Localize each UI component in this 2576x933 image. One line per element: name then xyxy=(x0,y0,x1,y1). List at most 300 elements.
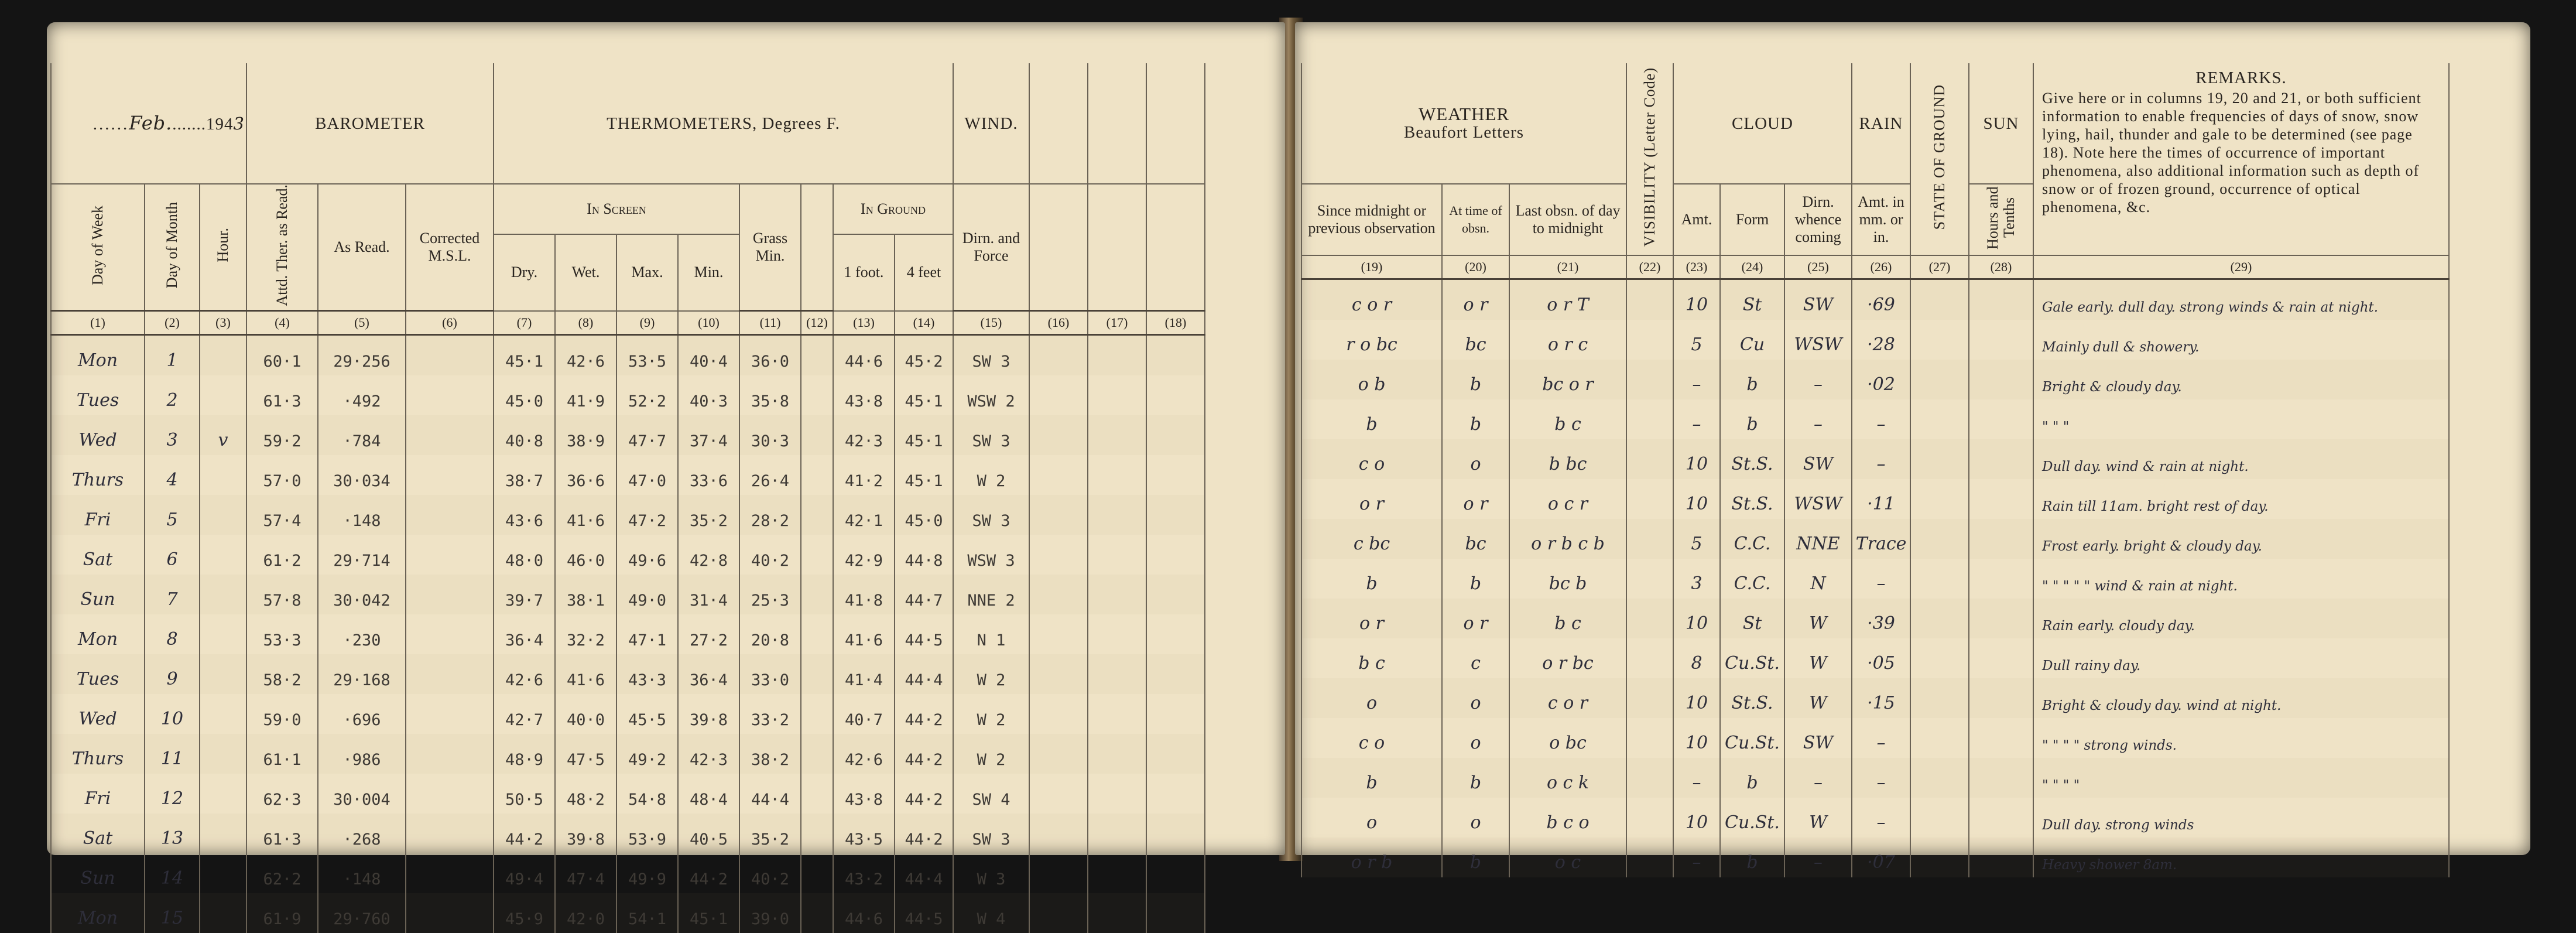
visibility-cell xyxy=(1626,320,1673,360)
day-of-month-cell: 11 xyxy=(145,734,200,774)
remark-cell: Bright & cloudy day. wind at night. xyxy=(2033,678,2449,718)
corrected-cell xyxy=(406,853,494,893)
remark-cell: " " " " " wind & rain at night. xyxy=(2033,559,2449,599)
weather-last-cell: b c xyxy=(1509,599,1626,638)
ground-4ft-cell: 45·1 xyxy=(895,375,953,415)
column-number: (22) xyxy=(1626,255,1673,279)
right-page xyxy=(1295,22,2530,873)
day-of-week-cell: Fri xyxy=(51,495,145,535)
remark-cell: " " " " xyxy=(2033,758,2449,798)
blank-cell xyxy=(801,734,833,774)
cloud-dirn-header: Dirn. whence coming xyxy=(1784,184,1852,255)
wind-cell: SW 4 xyxy=(953,774,1029,814)
wet-header: Wet. xyxy=(555,234,616,311)
grass-min-cell: 25·3 xyxy=(739,575,801,614)
wind-cell: SW 3 xyxy=(953,415,1029,455)
hour-cell xyxy=(200,893,246,933)
blank-cell xyxy=(1088,575,1146,614)
wind-cell: W 2 xyxy=(953,455,1029,495)
month-label: Feb. xyxy=(129,111,173,134)
in-ground-header: In Ground xyxy=(833,184,953,234)
cloud-amt-cell: – xyxy=(1673,838,1720,877)
table-row xyxy=(1301,399,2449,439)
barometer-cell: ·784 xyxy=(318,415,406,455)
attd-ther-cell: 58·2 xyxy=(246,654,318,694)
day-of-week-cell: Mon xyxy=(51,614,145,654)
weather-header: WEATHER Beaufort Letters xyxy=(1301,63,1626,184)
table-row xyxy=(51,893,1205,933)
dirn-force-header: Dirn. and Force xyxy=(953,184,1029,311)
dry-cell: 42·7 xyxy=(494,694,555,734)
hour-cell: v xyxy=(200,415,246,455)
ground-1ft-cell: 43·8 xyxy=(833,774,895,814)
column-number: (3) xyxy=(200,311,246,335)
attd-ther-cell: 59·2 xyxy=(246,415,318,455)
ground-1ft-cell: 41·2 xyxy=(833,455,895,495)
sun-cell xyxy=(1969,519,2033,559)
weather-last-cell: o r T xyxy=(1509,279,1626,320)
weather-since-cell: r o bc xyxy=(1301,320,1442,360)
dry-cell: 45·0 xyxy=(494,375,555,415)
visibility-cell xyxy=(1626,678,1673,718)
remark-cell: Gale early. dull day. strong winds & rain at night. xyxy=(2033,279,2449,320)
table-row xyxy=(1301,360,2449,399)
cloud-dirn-cell: W xyxy=(1784,638,1852,678)
column-numbers-left xyxy=(51,311,1205,335)
min-cell: 37·4 xyxy=(678,415,739,455)
ground-1ft-cell: 41·6 xyxy=(833,614,895,654)
cloud-amt-cell: 10 xyxy=(1673,479,1720,519)
cloud-dirn-cell: – xyxy=(1784,758,1852,798)
blank-cell xyxy=(1146,694,1205,734)
min-cell: 45·1 xyxy=(678,893,739,933)
hour-cell xyxy=(200,535,246,575)
barometer-cell: 30·034 xyxy=(318,455,406,495)
wind-cell: W 2 xyxy=(953,654,1029,694)
cloud-form-cell: Cu.St. xyxy=(1720,798,1784,838)
day-of-week-cell: Sat xyxy=(51,535,145,575)
cloud-form-cell: b xyxy=(1720,360,1784,399)
ground-1ft-cell: 42·3 xyxy=(833,415,895,455)
table-row xyxy=(1301,519,2449,559)
barometer-cell: 29·168 xyxy=(318,654,406,694)
cloud-dirn-cell: W xyxy=(1784,599,1852,638)
column-numbers-right xyxy=(1301,255,2449,279)
ground-4ft-cell: 44·7 xyxy=(895,575,953,614)
sun-cell xyxy=(1969,638,2033,678)
day-of-month-cell: 8 xyxy=(145,614,200,654)
ground-state-cell xyxy=(1910,678,1969,718)
grass-min-cell: 35·8 xyxy=(739,375,801,415)
min-cell: 31·4 xyxy=(678,575,739,614)
day-of-month-cell: 9 xyxy=(145,654,200,694)
ground-4ft-cell: 44·2 xyxy=(895,814,953,853)
ground-1ft-cell: 41·4 xyxy=(833,654,895,694)
cloud-dirn-cell: – xyxy=(1784,360,1852,399)
cloud-amt-cell: 5 xyxy=(1673,519,1720,559)
attd-ther-cell: 62·3 xyxy=(246,774,318,814)
column-number: (21) xyxy=(1509,255,1626,279)
rain-cell: ·05 xyxy=(1852,638,1910,678)
weather-last-cell: bc b xyxy=(1509,559,1626,599)
cloud-dirn-cell: NNE xyxy=(1784,519,1852,559)
cloud-amt-cell: 10 xyxy=(1673,718,1720,758)
remark-cell: Frost early. bright & cloudy day. xyxy=(2033,519,2449,559)
max-cell: 47·7 xyxy=(616,415,678,455)
column-number: (16) xyxy=(1029,311,1088,335)
rain-cell: ·11 xyxy=(1852,479,1910,519)
ground-1ft-cell: 44·6 xyxy=(833,893,895,933)
grass-min-cell: 26·4 xyxy=(739,455,801,495)
wet-cell: 38·1 xyxy=(555,575,616,614)
day-of-week-cell: Fri xyxy=(51,774,145,814)
table-row xyxy=(1301,320,2449,360)
attd-ther-cell: 61·3 xyxy=(246,814,318,853)
attd-ther-cell: 57·4 xyxy=(246,495,318,535)
min-cell: 40·5 xyxy=(678,814,739,853)
state-of-ground-header: STATE OF GROUND xyxy=(1910,63,1969,255)
ground-state-cell xyxy=(1910,399,1969,439)
corrected-cell xyxy=(406,535,494,575)
cloud-dirn-cell: – xyxy=(1784,399,1852,439)
grass-min-cell: 44·4 xyxy=(739,774,801,814)
hour-cell xyxy=(200,455,246,495)
dry-cell: 42·6 xyxy=(494,654,555,694)
sun-cell xyxy=(1969,399,2033,439)
thermometers-header: THERMOMETERS, Degrees F. xyxy=(494,63,953,184)
weather-last-cell: o r c xyxy=(1509,320,1626,360)
blank-cell xyxy=(1029,614,1088,654)
weather-at-cell: bc xyxy=(1442,519,1509,559)
cloud-form-cell: b xyxy=(1720,758,1784,798)
sun-cell xyxy=(1969,718,2033,758)
day-of-week-cell: Tues xyxy=(51,654,145,694)
day-of-month-cell: 7 xyxy=(145,575,200,614)
blank-cell xyxy=(1088,734,1146,774)
grass-min-cell: 33·2 xyxy=(739,694,801,734)
blank-cell xyxy=(1146,335,1205,376)
ground-4ft-cell: 44·2 xyxy=(895,734,953,774)
cloud-dirn-cell: W xyxy=(1784,678,1852,718)
day-of-month-cell: 5 xyxy=(145,495,200,535)
weather-last-cell: b bc xyxy=(1509,439,1626,479)
min-cell: 36·4 xyxy=(678,654,739,694)
blank-cell xyxy=(801,853,833,893)
ground-state-cell xyxy=(1910,320,1969,360)
blank-cell xyxy=(1088,495,1146,535)
ground-4ft-cell: 44·2 xyxy=(895,694,953,734)
cloud-form-cell: b xyxy=(1720,838,1784,877)
blank-cell xyxy=(1146,535,1205,575)
ground-state-cell xyxy=(1910,439,1969,479)
blank-cell xyxy=(1029,654,1088,694)
sun-cell xyxy=(1969,559,2033,599)
sun-cell xyxy=(1969,758,2033,798)
day-of-month-cell: 6 xyxy=(145,535,200,575)
grass-min-cell: 38·2 xyxy=(739,734,801,774)
weather-since-cell: b xyxy=(1301,758,1442,798)
rain-cell: ·15 xyxy=(1852,678,1910,718)
dry-header: Dry. xyxy=(494,234,555,311)
barometer-header: BAROMETER xyxy=(246,63,494,184)
corrected-cell xyxy=(406,614,494,654)
hour-cell xyxy=(200,774,246,814)
dry-cell: 45·1 xyxy=(494,335,555,376)
cloud-form-cell: St xyxy=(1720,279,1784,320)
hour-cell xyxy=(200,654,246,694)
ground-state-cell xyxy=(1910,758,1969,798)
weather-last-cell: bc o r xyxy=(1509,360,1626,399)
blank-cell xyxy=(1029,415,1088,455)
corrected-cell xyxy=(406,495,494,535)
min-cell: 33·6 xyxy=(678,455,739,495)
sun-cell xyxy=(1969,599,2033,638)
column-number: (25) xyxy=(1784,255,1852,279)
table-row xyxy=(51,375,1205,415)
cloud-amt-cell: 10 xyxy=(1673,599,1720,638)
day-of-week-cell: Sun xyxy=(51,853,145,893)
grass-min-cell: 28·2 xyxy=(739,495,801,535)
hour-cell xyxy=(200,853,246,893)
day-of-month-cell: 12 xyxy=(145,774,200,814)
ground-4ft-cell: 44·5 xyxy=(895,893,953,933)
table-row xyxy=(51,654,1205,694)
in-screen-header: In Screen xyxy=(494,184,739,234)
day-of-month-cell: 15 xyxy=(145,893,200,933)
wind-cell: WSW 3 xyxy=(953,535,1029,575)
observation-table-right xyxy=(1301,63,2450,877)
rain-cell: ·07 xyxy=(1852,838,1910,877)
visibility-header: VISIBILITY (Letter Code) xyxy=(1626,63,1673,255)
attd-ther-cell: 59·0 xyxy=(246,694,318,734)
hour-cell xyxy=(200,614,246,654)
min-cell: 42·8 xyxy=(678,535,739,575)
cloud-dirn-cell: WSW xyxy=(1784,320,1852,360)
wind-cell: W 2 xyxy=(953,734,1029,774)
column-number: (18) xyxy=(1146,311,1205,335)
sun-cell xyxy=(1969,320,2033,360)
dry-cell: 48·0 xyxy=(494,535,555,575)
min-cell: 44·2 xyxy=(678,853,739,893)
column-number: (28) xyxy=(1969,255,2033,279)
blank-cell xyxy=(801,335,833,376)
blank-cell xyxy=(1029,455,1088,495)
max-cell: 49·2 xyxy=(616,734,678,774)
barometer-cell: ·492 xyxy=(318,375,406,415)
table-row xyxy=(51,455,1205,495)
hour-cell xyxy=(200,335,246,376)
blank-cell xyxy=(801,375,833,415)
blank-cell xyxy=(1146,415,1205,455)
blank-cell xyxy=(1146,853,1205,893)
remark-cell: Dull day. strong winds xyxy=(2033,798,2449,838)
table-row xyxy=(51,495,1205,535)
column-number: (14) xyxy=(895,311,953,335)
day-of-month-header: Day of Month xyxy=(145,184,200,311)
day-of-month-cell: 3 xyxy=(145,415,200,455)
rain-cell: – xyxy=(1852,439,1910,479)
column-number: (19) xyxy=(1301,255,1442,279)
cloud-amt-cell: 10 xyxy=(1673,798,1720,838)
day-of-week-cell: Wed xyxy=(51,415,145,455)
weather-at-cell: o xyxy=(1442,718,1509,758)
table-row xyxy=(51,535,1205,575)
attd-ther-cell: 60·1 xyxy=(246,335,318,376)
wind-cell: N 1 xyxy=(953,614,1029,654)
wet-cell: 41·6 xyxy=(555,495,616,535)
blank-cell xyxy=(1088,694,1146,734)
sun-cell xyxy=(1969,479,2033,519)
blank-cell xyxy=(1146,814,1205,853)
day-of-week-cell: Sun xyxy=(51,575,145,614)
attd-ther-cell: 53·3 xyxy=(246,614,318,654)
weather-at-cell: b xyxy=(1442,399,1509,439)
since-midnight-header: Since midnight or previous observation xyxy=(1301,184,1442,255)
column-number: (24) xyxy=(1720,255,1784,279)
column-number: (2) xyxy=(145,311,200,335)
dry-cell: 45·9 xyxy=(494,893,555,933)
attd-ther-cell: 57·0 xyxy=(246,455,318,495)
dry-cell: 49·4 xyxy=(494,853,555,893)
blank-cell xyxy=(801,774,833,814)
column-number: (12) xyxy=(801,311,833,335)
blank-cell xyxy=(1029,694,1088,734)
visibility-cell xyxy=(1626,838,1673,877)
dry-cell: 40·8 xyxy=(494,415,555,455)
attd-ther-cell: 61·2 xyxy=(246,535,318,575)
table-row xyxy=(51,853,1205,893)
grass-min-cell: 40·2 xyxy=(739,535,801,575)
blank-cell xyxy=(1088,853,1146,893)
sun-cell xyxy=(1969,678,2033,718)
ground-1ft-cell: 44·6 xyxy=(833,335,895,376)
blank-cell xyxy=(1088,774,1146,814)
sun-header: SUN xyxy=(1969,63,2033,184)
grass-min-cell: 39·0 xyxy=(739,893,801,933)
table-row xyxy=(51,814,1205,853)
min-header: Min. xyxy=(678,234,739,311)
weather-at-cell: b xyxy=(1442,758,1509,798)
ground-1ft-cell: 41·8 xyxy=(833,575,895,614)
column-number: (13) xyxy=(833,311,895,335)
four-feet-header: 4 feet xyxy=(895,234,953,311)
cloud-amt-cell: – xyxy=(1673,399,1720,439)
corrected-cell xyxy=(406,575,494,614)
column-number: (9) xyxy=(616,311,678,335)
hour-cell xyxy=(200,375,246,415)
cloud-amt-cell: – xyxy=(1673,360,1720,399)
blank-cell xyxy=(801,455,833,495)
weather-since-cell: o r xyxy=(1301,479,1442,519)
blank-cell xyxy=(1088,614,1146,654)
ground-4ft-cell: 44·4 xyxy=(895,654,953,694)
min-cell: 40·4 xyxy=(678,335,739,376)
barometer-cell: ·268 xyxy=(318,814,406,853)
wet-cell: 40·0 xyxy=(555,694,616,734)
rain-cell: – xyxy=(1852,399,1910,439)
blank-cell xyxy=(1029,893,1088,933)
wind-cell: W 3 xyxy=(953,853,1029,893)
weather-since-cell: o xyxy=(1301,798,1442,838)
min-cell: 39·8 xyxy=(678,694,739,734)
ground-1ft-cell: 40·7 xyxy=(833,694,895,734)
ground-state-cell xyxy=(1910,599,1969,638)
remark-cell: Dull day. wind & rain at night. xyxy=(2033,439,2449,479)
corrected-cell xyxy=(406,654,494,694)
column-number: (7) xyxy=(494,311,555,335)
wind-cell: W 4 xyxy=(953,893,1029,933)
weather-since-cell: o r xyxy=(1301,599,1442,638)
wet-cell: 32·2 xyxy=(555,614,616,654)
table-row xyxy=(51,734,1205,774)
weather-since-cell: o xyxy=(1301,678,1442,718)
weather-last-cell: o c r xyxy=(1509,479,1626,519)
wind-cell: WSW 2 xyxy=(953,375,1029,415)
wind-cell: NNE 2 xyxy=(953,575,1029,614)
rain-header: RAIN xyxy=(1852,63,1910,184)
min-cell: 48·4 xyxy=(678,774,739,814)
blank-cell xyxy=(1088,335,1146,376)
attd-ther-cell: 61·9 xyxy=(246,893,318,933)
cloud-amt-header: Amt. xyxy=(1673,184,1720,255)
remark-cell: Mainly dull & showery. xyxy=(2033,320,2449,360)
barometer-cell: ·148 xyxy=(318,495,406,535)
as-read-header: As Read. xyxy=(318,184,406,311)
sun-cell xyxy=(1969,798,2033,838)
blank-cell xyxy=(1088,415,1146,455)
rain-cell: – xyxy=(1852,559,1910,599)
remark-cell: Bright & cloudy day. xyxy=(2033,360,2449,399)
weather-at-cell: b xyxy=(1442,838,1509,877)
wet-cell: 39·8 xyxy=(555,814,616,853)
cloud-amt-cell: 8 xyxy=(1673,638,1720,678)
column-number: (10) xyxy=(678,311,739,335)
blank-cell xyxy=(1146,575,1205,614)
wet-cell: 46·0 xyxy=(555,535,616,575)
max-cell: 43·3 xyxy=(616,654,678,694)
rain-cell: ·69 xyxy=(1852,279,1910,320)
attd-ther-header: Attd. Ther. as Read. xyxy=(246,184,318,311)
max-cell: 47·0 xyxy=(616,455,678,495)
blank-cell xyxy=(1029,774,1088,814)
attd-ther-cell: 57·8 xyxy=(246,575,318,614)
max-cell: 52·2 xyxy=(616,375,678,415)
attd-ther-cell: 61·1 xyxy=(246,734,318,774)
ground-1ft-cell: 42·9 xyxy=(833,535,895,575)
barometer-cell: ·148 xyxy=(318,853,406,893)
blank-cell xyxy=(1029,734,1088,774)
cloud-amt-cell: 5 xyxy=(1673,320,1720,360)
visibility-cell xyxy=(1626,519,1673,559)
barometer-cell: 29·714 xyxy=(318,535,406,575)
barometer-cell: 30·042 xyxy=(318,575,406,614)
observation-table-left xyxy=(50,63,1205,933)
wet-cell: 41·9 xyxy=(555,375,616,415)
month-year-field: ......Feb........1943 xyxy=(51,63,246,184)
blank-cell xyxy=(801,814,833,853)
cloud-form-cell: C.C. xyxy=(1720,519,1784,559)
table-row xyxy=(51,694,1205,734)
corrected-cell xyxy=(406,415,494,455)
ground-state-cell xyxy=(1910,798,1969,838)
ground-4ft-cell: 44·4 xyxy=(895,853,953,893)
rain-cell: – xyxy=(1852,718,1910,758)
dry-cell: 48·9 xyxy=(494,734,555,774)
hour-cell xyxy=(200,495,246,535)
wind-header: WIND. xyxy=(953,63,1029,184)
ground-state-cell xyxy=(1910,718,1969,758)
ground-state-cell xyxy=(1910,519,1969,559)
